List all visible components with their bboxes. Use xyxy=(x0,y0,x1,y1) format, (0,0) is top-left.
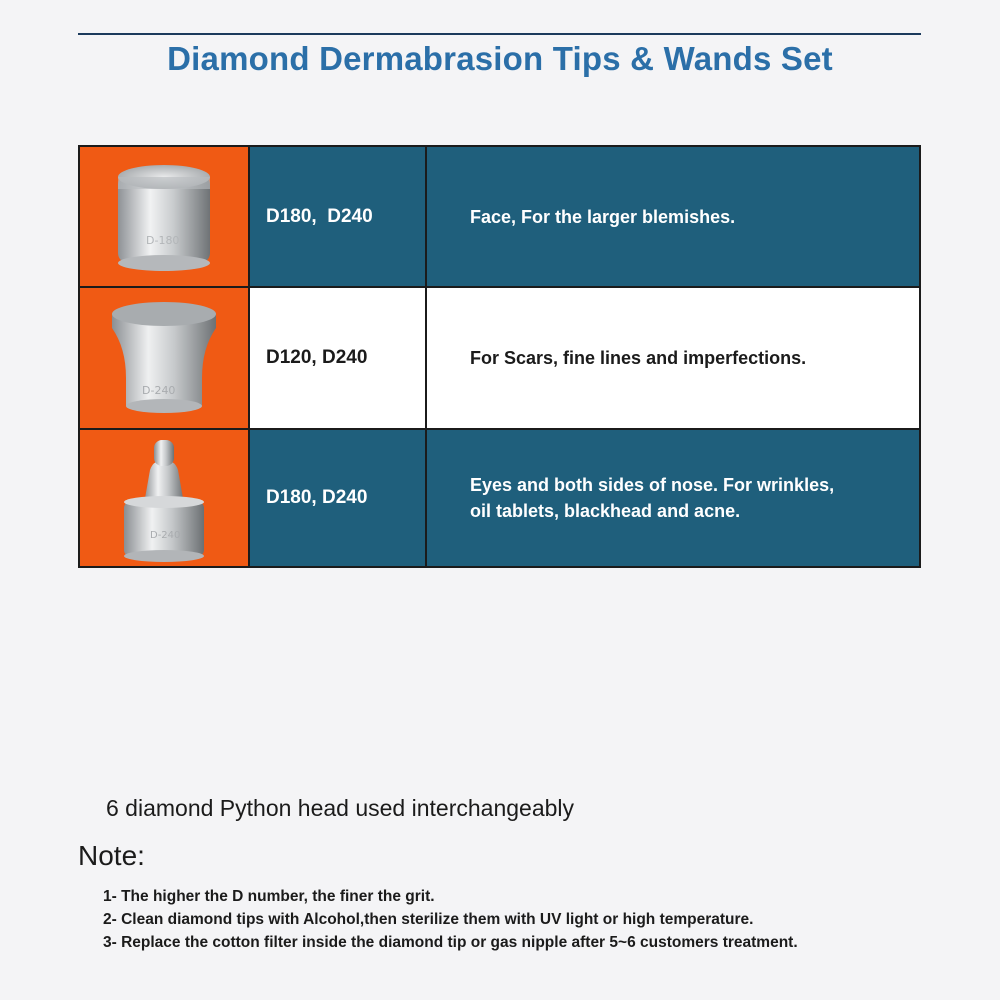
use-text-line-2: oil tablets, blackhead and acne. xyxy=(470,501,741,521)
diamond-tip-flat-image xyxy=(80,147,248,286)
use-cell xyxy=(427,430,919,566)
grit-cell xyxy=(250,288,427,428)
tip-image-cell xyxy=(80,288,250,428)
page-title: Diamond Dermabrasion Tips & Wands Set xyxy=(167,40,833,77)
grit-label: D120, D240 xyxy=(266,347,368,368)
tip-image-cell xyxy=(80,430,250,566)
use-text: For Scars, fine lines and imperfections. xyxy=(470,348,807,368)
grit-cell xyxy=(250,147,427,286)
svg-text:D-180: D-180 xyxy=(146,234,180,247)
notes-list xyxy=(103,885,798,954)
tips-table xyxy=(78,145,921,568)
table-row xyxy=(80,288,919,428)
use-text-line-1: Eyes and both sides of nose. For wrinkles, xyxy=(470,475,835,495)
grit-label: D180, D240 xyxy=(266,205,373,227)
top-rule xyxy=(78,33,921,35)
use-text: Face, For the larger blemishes. xyxy=(470,206,736,227)
grit-label: D180, D240 xyxy=(266,487,368,508)
svg-text:D-240: D-240 xyxy=(150,530,181,541)
table-row xyxy=(80,430,919,566)
grit-cell xyxy=(250,430,427,566)
note-item: 3- Replace the cotton filter inside the diamond tip or gas nipple after 5~6 customers treatment. xyxy=(103,934,798,951)
note-item: 2- Clean diamond tips with Alcohol,then sterilize them with UV light or high temperature. xyxy=(103,911,754,928)
use-cell xyxy=(427,147,919,286)
diamond-tip-flared-image xyxy=(80,288,248,428)
headline: 6 diamond Python head used interchangeably xyxy=(106,795,575,821)
note-item: 1- The higher the D number, the finer the grit. xyxy=(103,888,435,905)
tip-image-cell xyxy=(80,147,250,286)
note-heading: Note: xyxy=(78,840,145,871)
svg-text:D-240: D-240 xyxy=(142,384,176,397)
use-cell xyxy=(427,288,919,428)
diamond-tip-pointed-image xyxy=(80,430,248,566)
table-row xyxy=(80,147,919,286)
